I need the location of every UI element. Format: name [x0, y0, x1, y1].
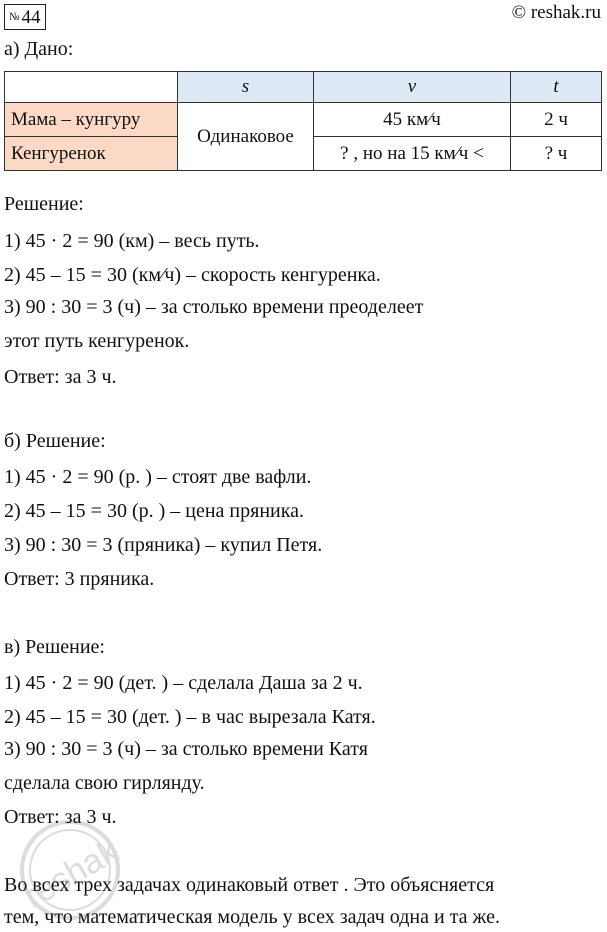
- step-c-1: 1) 45 · 2 = 90 (дет. ) – сделала Даша за 2 ч.: [4, 672, 363, 694]
- number-sign: №: [9, 10, 20, 23]
- column-header-v: v: [314, 72, 511, 103]
- row-name-mother: Мама – кунгуру: [5, 103, 178, 137]
- solution-label-c: в) Решение:: [4, 636, 105, 658]
- s-value-cell: Одинаковое: [178, 103, 314, 171]
- t-value-joey: ? ч: [511, 137, 602, 171]
- row-name-joey: Кенгуренок: [5, 137, 178, 171]
- answer-a: Ответ: за 3 ч.: [4, 366, 117, 388]
- column-header-s: s: [178, 72, 314, 103]
- step-a-1: 1) 45 · 2 = 90 (км) – весь путь.: [4, 230, 260, 252]
- given-label: а) Дано:: [4, 38, 74, 60]
- problem-number: 44: [21, 6, 41, 28]
- step-c-2: 2) 45 – 15 = 30 (дет. ) – в час вырезала Катя.: [4, 706, 376, 728]
- table-row: [5, 103, 602, 137]
- step-c-3: 3) 90 : 30 = 3 (ч) – за столько времени Катя: [4, 738, 368, 760]
- conclusion-line-1: Во всех трех задачах одинаковый ответ . Это объясняется: [4, 874, 495, 896]
- solution-label-b: б) Решение:: [4, 430, 106, 452]
- v-value-joey: ? , но на 15 км⁄ч <: [314, 137, 511, 171]
- v-value-mother: 45 км⁄ч: [314, 103, 511, 137]
- step-a-3: 3) 90 : 30 = 3 (ч) – за столько времени преоделеет: [4, 296, 424, 318]
- table-corner-cell: [5, 72, 178, 103]
- answer-b: Ответ: 3 пряника.: [4, 568, 155, 590]
- step-b-2: 2) 45 – 15 = 30 (р. ) – цена пряника.: [4, 500, 305, 522]
- step-b-3: 3) 90 : 30 = 3 (пряника) – купил Петя.: [4, 534, 323, 556]
- t-value-mother: 2 ч: [511, 103, 602, 137]
- step-b-1: 1) 45 · 2 = 90 (р. ) – стоят две вафли.: [4, 466, 312, 488]
- step-c-4: сделала свою гирлянду.: [4, 772, 205, 794]
- table-header-row: [5, 72, 602, 103]
- given-table: [4, 71, 602, 171]
- step-a-4: этот путь кенгуренок.: [4, 330, 190, 352]
- column-header-t: t: [511, 72, 602, 103]
- solution-label-a: Решение:: [4, 193, 84, 215]
- site-copyright: © reshak.ru: [511, 2, 601, 23]
- problem-number-badge: [4, 4, 46, 30]
- svg-text:reshak: reshak: [17, 831, 125, 916]
- step-a-2: 2) 45 – 15 = 30 (км⁄ч) – скорость кенгуренка.: [4, 264, 381, 286]
- conclusion-line-2: тем, что математическая модель у всех задач одна и та же.: [4, 906, 500, 928]
- answer-c: Ответ: за 3 ч.: [4, 806, 117, 828]
